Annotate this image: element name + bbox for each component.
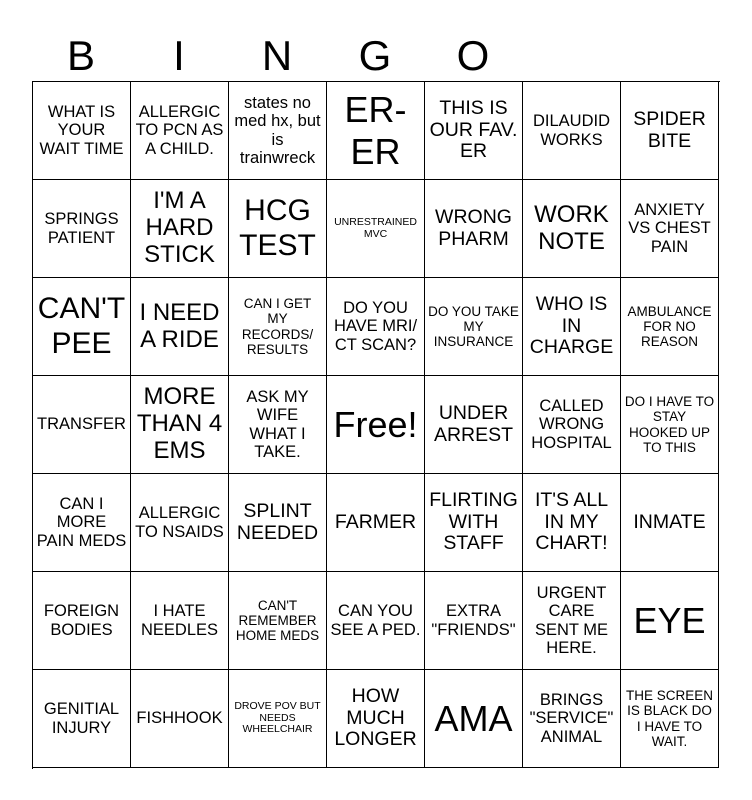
bingo-cell[interactable]: DO I HAVE TO STAY HOOKED UP TO THIS: [621, 376, 719, 474]
bingo-cell[interactable]: INMATE: [621, 474, 719, 572]
bingo-cell[interactable]: Free!: [327, 376, 425, 474]
bingo-cell[interactable]: SPRINGS PATIENT: [33, 180, 131, 278]
bingo-cell[interactable]: AMBULANCE FOR NO REASON: [621, 278, 719, 376]
bingo-cell[interactable]: SPIDER BITE: [621, 82, 719, 180]
bingo-cell[interactable]: UNRESTRAINED MVC: [327, 180, 425, 278]
bingo-cell[interactable]: TRANSFER: [33, 376, 131, 474]
bingo-header: [32, 30, 718, 82]
bingo-cell[interactable]: FARMER: [327, 474, 425, 572]
bingo-cell[interactable]: DO YOU HAVE MRI/ CT SCAN?: [327, 278, 425, 376]
bingo-cell[interactable]: GENITIAL INJURY: [33, 670, 131, 768]
bingo-cell[interactable]: FLIRTING WITH STAFF: [425, 474, 523, 572]
bingo-cell[interactable]: DILAUDID WORKS: [523, 82, 621, 180]
bingo-cell[interactable]: ASK MY WIFE WHAT I TAKE.: [229, 376, 327, 474]
bingo-cell[interactable]: DROVE POV BUT NEEDS WHEELCHAIR: [229, 670, 327, 768]
header-letter-blank: [620, 30, 718, 82]
bingo-cell[interactable]: I HATE NEEDLES: [131, 572, 229, 670]
bingo-cell[interactable]: SPLINT NEEDED: [229, 474, 327, 572]
bingo-cell[interactable]: HCG TEST: [229, 180, 327, 278]
bingo-cell[interactable]: FISHHOOK: [131, 670, 229, 768]
bingo-board: [32, 81, 720, 769]
bingo-cell[interactable]: WHO IS IN CHARGE: [523, 278, 621, 376]
bingo-cell[interactable]: DO YOU TAKE MY INSURANCE: [425, 278, 523, 376]
bingo-cell[interactable]: EXTRA "FRIENDS": [425, 572, 523, 670]
header-letter-i: I: [173, 32, 185, 79]
bingo-cell[interactable]: IT'S ALL IN MY CHART!: [523, 474, 621, 572]
bingo-cell[interactable]: FOREIGN BODIES: [33, 572, 131, 670]
bingo-cell[interactable]: THIS IS OUR FAV. ER: [425, 82, 523, 180]
bingo-cell[interactable]: WORK NOTE: [523, 180, 621, 278]
header-letter-blank: [522, 30, 620, 82]
bingo-cell[interactable]: WHAT IS YOUR WAIT TIME: [33, 82, 131, 180]
bingo-cell[interactable]: MORE THAN 4 EMS: [131, 376, 229, 474]
header-letter-o: O: [456, 32, 490, 79]
bingo-cell[interactable]: EYE: [621, 572, 719, 670]
bingo-cell[interactable]: ALLERGIC TO PCN AS A CHILD.: [131, 82, 229, 180]
bingo-cell[interactable]: CAN YOU SEE A PED.: [327, 572, 425, 670]
bingo-cell[interactable]: CAN'T PEE: [33, 278, 131, 376]
bingo-cell[interactable]: WRONG PHARM: [425, 180, 523, 278]
bingo-cell[interactable]: ANXIETY VS CHEST PAIN: [621, 180, 719, 278]
header-letter-b: B: [66, 32, 95, 79]
bingo-cell[interactable]: states no med hx, but is trainwreck: [229, 82, 327, 180]
header-letter-n: N: [261, 32, 293, 79]
bingo-cell[interactable]: HOW MUCH LONGER: [327, 670, 425, 768]
bingo-cell[interactable]: AMA: [425, 670, 523, 768]
bingo-cell[interactable]: THE SCREEN IS BLACK DO I HAVE TO WAIT.: [621, 670, 719, 768]
bingo-cell[interactable]: ALLERGIC TO NSAIDS: [131, 474, 229, 572]
header-letter-g: G: [358, 32, 392, 79]
bingo-cell[interactable]: CAN I MORE PAIN MEDS: [33, 474, 131, 572]
bingo-cell[interactable]: CAN'T REMEMBER HOME MEDS: [229, 572, 327, 670]
bingo-cell[interactable]: ER-ER: [327, 82, 425, 180]
bingo-cell[interactable]: UNDER ARREST: [425, 376, 523, 474]
bingo-cell[interactable]: CAN I GET MY RECORDS/ RESULTS: [229, 278, 327, 376]
bingo-cell[interactable]: CALLED WRONG HOSPITAL: [523, 376, 621, 474]
bingo-cell[interactable]: URGENT CARE SENT ME HERE.: [523, 572, 621, 670]
bingo-cell[interactable]: BRINGS "SERVICE" ANIMAL: [523, 670, 621, 768]
bingo-cell[interactable]: I NEED A RIDE: [131, 278, 229, 376]
bingo-cell[interactable]: I'M A HARD STICK: [131, 180, 229, 278]
